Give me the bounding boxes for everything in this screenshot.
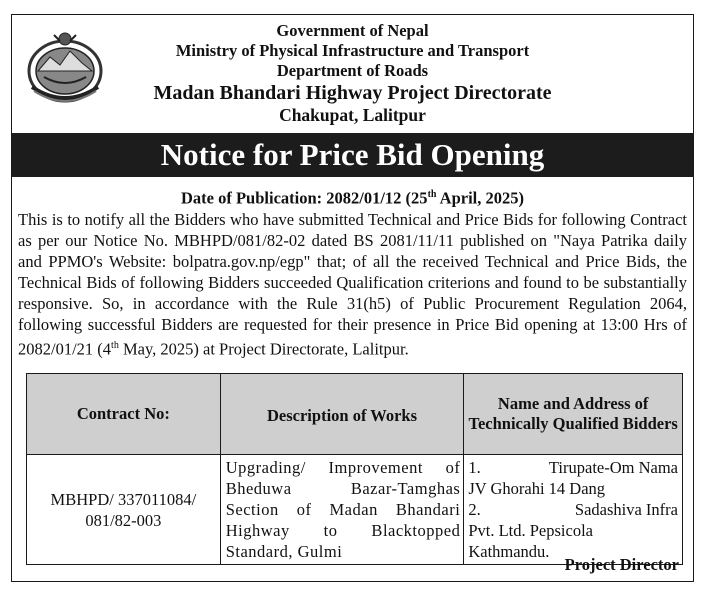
header-bidders: Name and Address of Technically Qualified Bidders bbox=[464, 374, 683, 455]
department-line: Department of Roads bbox=[276, 61, 429, 80]
bidder-1-number: 1. bbox=[468, 458, 481, 477]
publication-date bbox=[18, 185, 687, 209]
header-contract: Contract No: bbox=[27, 374, 221, 455]
letterhead bbox=[12, 15, 693, 133]
notice-title: Notice for Price Bid Opening bbox=[12, 133, 693, 177]
bids-table bbox=[26, 373, 683, 565]
bidder-1-name: Tirupate-Om Nama bbox=[548, 458, 678, 477]
gov-line: Government of Nepal bbox=[276, 21, 429, 40]
signature: Project Director bbox=[564, 555, 679, 574]
notice-body bbox=[18, 185, 687, 359]
paragraph-sup: th bbox=[111, 339, 119, 351]
bidder-2-address: Pvt. Ltd. Pepsicola Kathmandu. bbox=[468, 521, 593, 561]
notice-paragraph bbox=[18, 209, 687, 360]
bidder-2-line bbox=[468, 499, 678, 520]
publication-date-prefix: Date of Publication: 2082/01/12 (25 bbox=[180, 188, 428, 208]
publication-date-sup: th bbox=[427, 189, 437, 200]
directorate-line: Madan Bhandari Highway Project Directorate bbox=[153, 82, 552, 104]
table-row bbox=[27, 455, 683, 565]
work-description: Upgrading/ Improvement of Bheduwa Bazar-Tamghas Section of Madan Bhandari Highway to Blacktopped Standard, Gulmi bbox=[220, 455, 464, 565]
publication-date-suffix: April, 2025) bbox=[436, 188, 525, 208]
paragraph-part1: This is to notify all the Bidders who have submitted Technical and Price Bids for following Contract as per our Notice No. MBHPD/081/82-02 dated BS 2081/11/11 published on "Naya Patrika daily and PPMO's Website: bolpatra.gov.np/egp" that; of all the received Technical and Price Bids, the Technical Bids of following Bidders succeeded Qualification criterions and found to be substantially responsive. So, in accordance with the Rule 31(h5) of Public Procurement Regulation 2064, following successful Bidders are requested for their presence in Price Bid opening at 13:00 Hrs of 2082/01/21 (4 bbox=[18, 209, 687, 358]
contract-number: MBHPD/ 337011084/ 081/82-003 bbox=[27, 455, 221, 565]
table-header-row bbox=[27, 374, 683, 455]
header-description: Description of Works bbox=[220, 374, 464, 455]
bidder-1-line bbox=[468, 457, 678, 478]
bidder-1-address: JV Ghorahi 14 Dang bbox=[468, 479, 606, 498]
bidder-2-number: 2. bbox=[468, 500, 481, 519]
qualified-bidders bbox=[464, 455, 683, 565]
ministry-line: Ministry of Physical Infrastructure and Transport bbox=[175, 41, 530, 60]
notice-box bbox=[11, 14, 694, 582]
location-line: Chakupat, Lalitpur bbox=[279, 105, 426, 125]
bidder-2-name: Sadashiva Infra bbox=[574, 500, 678, 519]
paragraph-part2: May, 2025) at Project Directorate, Lalitpur. bbox=[118, 339, 409, 358]
